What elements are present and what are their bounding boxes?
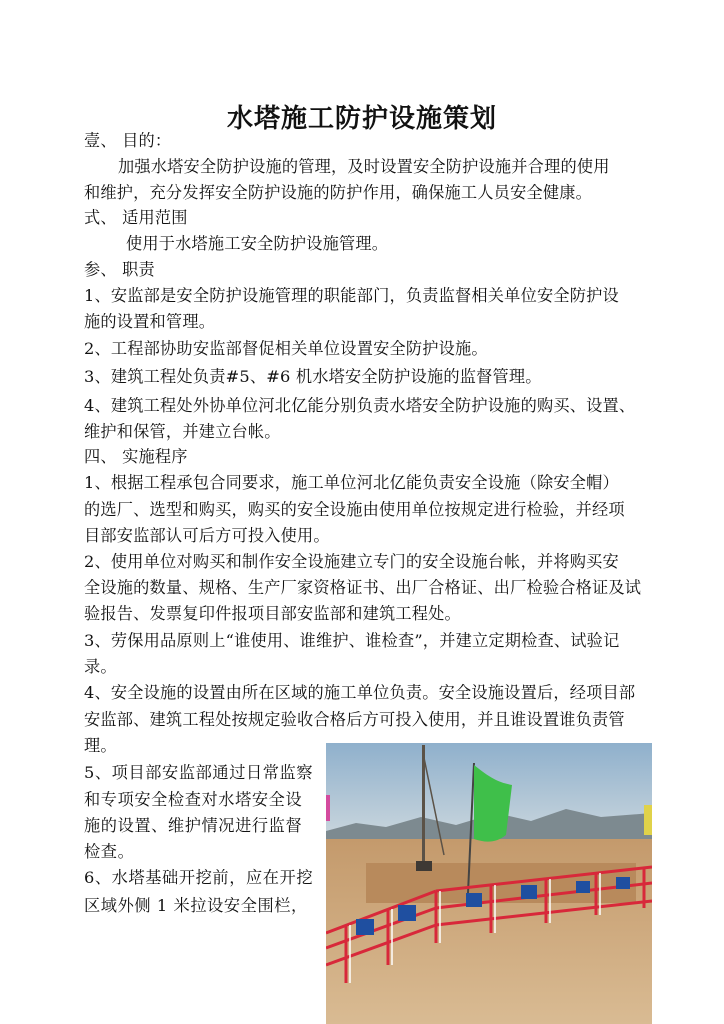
paragraph-line: 理。	[84, 736, 117, 755]
paragraph-line: 和维护，充分发挥安全防护设施的防护作用，确保施工人员安全健康。	[84, 183, 593, 202]
paragraph-line: 的选厂、选型和购买，购买的安全设施由使用单位按规定进行检验，并经项	[84, 500, 625, 519]
safety-sign	[616, 877, 630, 889]
paragraph-line: 施的设置、维护情况进行监督	[84, 816, 303, 835]
paragraph-line: 4、安全设施的设置由所在区域的施工单位负责。安全设施设置后，经项目部	[84, 683, 636, 702]
safety-sign	[398, 905, 416, 921]
paragraph-line: 3、劳保用品原则上“谁使用、谁维护、谁检查”，并建立定期检查、试验记	[84, 631, 620, 650]
paragraph-line: 4、建筑工程处外协单位河北亿能分别负责水塔安全防护设施的购买、设置、	[84, 396, 636, 415]
paragraph-line: 6、水塔基础开挖前，应在开挖	[84, 868, 314, 887]
paragraph-line: 使用于水塔施工安全防护设施管理。	[126, 234, 389, 253]
paragraph-line: 3、建筑工程处负责#5、#6 机水塔安全防护设施的监督管理。	[84, 367, 542, 386]
paragraph-line: 维护和保管，并建立台帐。	[84, 422, 281, 441]
safety-sign	[576, 881, 590, 893]
paragraph-line: 和专项安全检查对水塔安全设	[84, 790, 303, 809]
section-2-heading: 式、 适用范围	[84, 208, 188, 227]
paragraph-line: 2、工程部协助安监部督促相关单位设置安全防护设施。	[84, 339, 488, 358]
paragraph-line: 安监部、建筑工程处按规定验收合格后方可投入使用，并且谁设置谁负责管	[84, 710, 625, 729]
paragraph-line: 1、根据工程承包合同要求，施工单位河北亿能负责安全设施（除安全帽）	[84, 473, 619, 492]
right-flag	[644, 805, 652, 835]
left-flag	[326, 795, 330, 821]
safety-sign	[521, 885, 537, 899]
paragraph-line: 1、安监部是安全防护设施管理的职能部门，负责监督相关单位安全防护设	[84, 286, 619, 305]
paragraph-line: 验报告、发票复印件报项目部安监部和建筑工程处。	[84, 604, 461, 623]
paragraph-line: 全设施的数量、规格、生产厂家资格证书、出厂合格证、出厂检验合格证及试	[84, 578, 642, 597]
paragraph-line: 2、使用单位对购买和制作安全设施建立专门的安全设施台帐，并将购买安	[84, 552, 619, 571]
paragraph-line: 5、项目部安监部通过日常监察	[84, 763, 314, 782]
site-photo	[326, 743, 652, 1024]
paragraph-line: 区域外侧 1 米拉设安全围栏，	[84, 896, 308, 915]
safety-sign	[466, 893, 482, 907]
paragraph-line: 录。	[84, 657, 117, 676]
paragraph-line: 目部安监部认可后方可投入使用。	[84, 526, 330, 545]
paragraph-line: 施的设置和管理。	[84, 312, 216, 331]
section-3-heading: 参、 职责	[84, 260, 155, 279]
paragraph-line: 加强水塔安全防护设施的管理，及时设置安全防护设施并合理的使用	[118, 157, 610, 176]
section-1-heading: 壹、 目的：	[84, 131, 172, 150]
paragraph-line: 检查。	[84, 842, 135, 861]
safety-sign	[356, 919, 374, 935]
page-title: 水塔施工防护设施策划	[226, 104, 497, 134]
section-4-heading: 四、 实施程序	[84, 447, 188, 466]
